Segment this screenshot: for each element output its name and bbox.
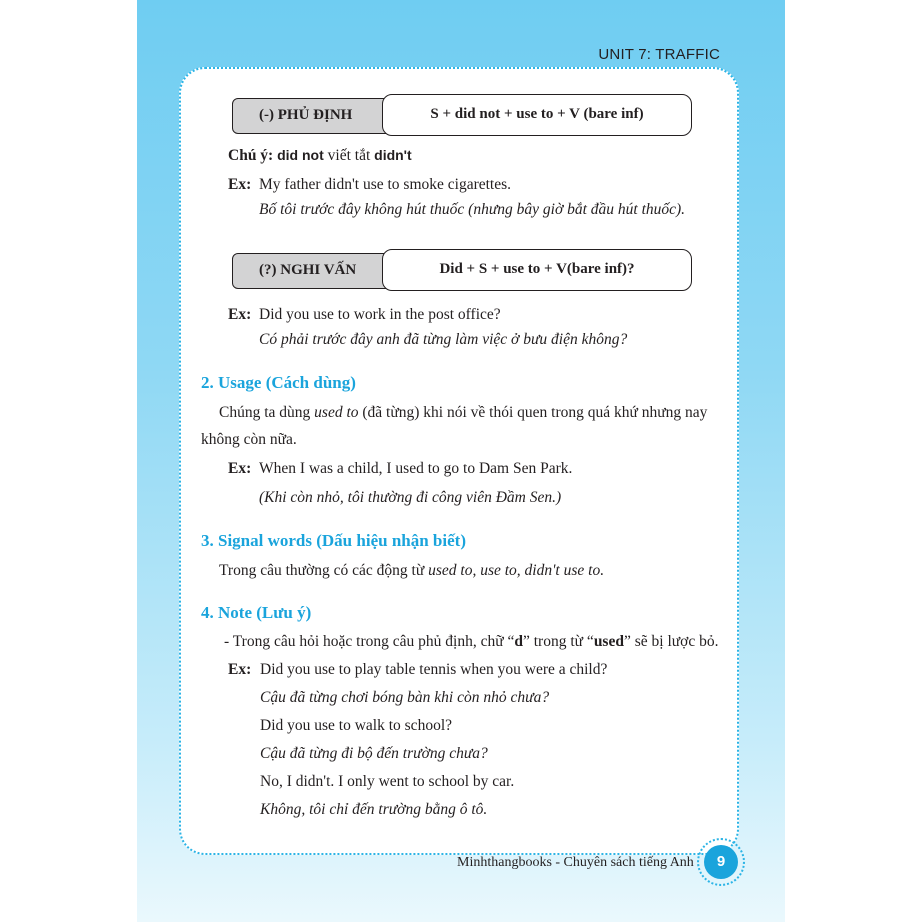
note-heading: 4. Note (Lưu ý) xyxy=(201,603,312,622)
question-formula: Did + S + use to + V(bare inf)? xyxy=(382,249,692,291)
page-number: 9 xyxy=(704,845,738,879)
usage-term: used to xyxy=(314,404,359,421)
negative-formula: S + did not + use to + V (bare inf) xyxy=(382,94,692,136)
negative-note xyxy=(228,147,412,165)
signal-heading: 3. Signal words (Dấu hiệu nhận biết) xyxy=(201,531,466,550)
usage-example-en: When I was a child, I used to go to Dam Sen Park. xyxy=(259,460,573,477)
note-line xyxy=(224,633,718,651)
negative-ex-label: Ex: xyxy=(228,176,252,193)
note-letter: d xyxy=(514,633,523,650)
note-example-5: No, I didn't. I only went to school by car. xyxy=(260,773,515,790)
usage-heading: 2. Usage (Cách dùng) xyxy=(201,373,356,392)
note-short: didn't xyxy=(374,147,412,163)
note-term: did not xyxy=(277,147,324,163)
negative-example-en: My father didn't use to smoke cigarettes. xyxy=(259,176,512,193)
question-example-en: Did you use to work in the post office? xyxy=(259,306,501,323)
note-text-c: ” trong từ “ xyxy=(523,633,594,650)
note-word: used xyxy=(593,633,624,650)
usage-line-2: không còn nữa. xyxy=(201,431,297,448)
unit-title: UNIT 7: TRAFFIC xyxy=(598,46,720,63)
note-example-6: Không, tôi chỉ đến trường bằng ô tô. xyxy=(260,801,488,818)
note-text-a: - Trong câu hỏi hoặc trong câu phủ định, chữ “ xyxy=(224,633,515,650)
usage-example-vi: (Khi còn nhỏ, tôi thường đi công viên Đầm Sen.) xyxy=(259,489,562,506)
signal-text xyxy=(219,562,604,580)
question-ex-label: Ex: xyxy=(228,306,252,323)
usage-line-1 xyxy=(219,404,707,422)
note-mid: viết tắt xyxy=(327,147,371,164)
question-formula-row xyxy=(232,249,692,291)
note-example-1: Did you use to play table tennis when you were a child? xyxy=(260,661,608,678)
signal-text-a: Trong câu thường có các động từ xyxy=(219,562,429,579)
note-text-e: ” sẽ bị lược bỏ. xyxy=(623,633,719,650)
usage-text-c: (đã từng) khi nói về thói quen trong quá khứ nhưng nay xyxy=(358,404,708,421)
note-prefix: Chú ý: xyxy=(228,147,274,164)
note-example-2: Cậu đã từng chơi bóng bàn khi còn nhỏ chưa? xyxy=(260,689,550,706)
usage-text-a: Chúng ta dùng xyxy=(219,404,315,421)
negative-example-vi: Bố tôi trước đây không hút thuốc (nhưng bây giờ bắt đầu hút thuốc). xyxy=(259,201,686,218)
note-example-3: Did you use to walk to school? xyxy=(260,717,453,734)
question-label: (?) NGHI VẤN xyxy=(232,253,400,289)
note-ex-label: Ex: xyxy=(228,661,252,678)
note-example-4: Cậu đã từng đi bộ đến trường chưa? xyxy=(260,745,488,762)
usage-ex-label: Ex: xyxy=(228,460,252,477)
negative-label: (-) PHỦ ĐỊNH xyxy=(232,98,400,134)
footer-publisher: Minhthangbooks - Chuyên sách tiếng Anh xyxy=(457,855,694,870)
negative-formula-row xyxy=(232,94,692,136)
signal-terms: used to, use to, didn't use to. xyxy=(428,562,605,579)
question-example-vi: Có phải trước đây anh đã từng làm việc ở bưu điện không? xyxy=(259,331,628,348)
